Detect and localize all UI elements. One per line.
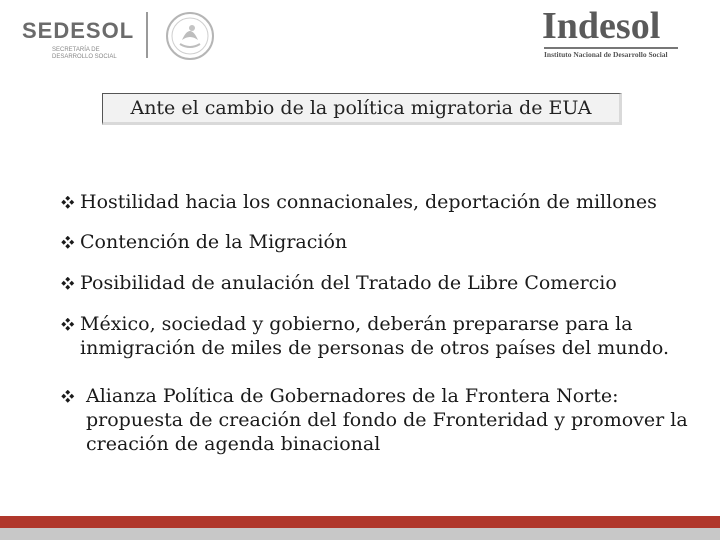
indesol-logo-subtitle: Instituto Nacional de Desarrollo Social: [544, 50, 668, 59]
bullet-item: [60, 312, 700, 360]
diamond-bullet-icon: [60, 318, 76, 332]
bullet-item: [60, 384, 700, 456]
sedesol-logo: [22, 14, 134, 62]
bullet-item: [60, 230, 347, 254]
mexico-coat-of-arms-icon: [162, 10, 218, 62]
bullet-text: México, sociedad y gobierno, deberán prepararse para la inmigración de miles de personas de otros países del mundo.: [80, 313, 670, 359]
slide-title: Ante el cambio de la política migratoria de EUA: [130, 97, 592, 119]
diamond-bullet-icon: [60, 196, 76, 210]
bullet-item: [60, 271, 617, 295]
bullet-item: [60, 190, 657, 214]
sedesol-logo-text: SEDESOL: [22, 18, 135, 43]
slide-title-box: [102, 93, 622, 125]
indesol-logo-text: Indesol: [542, 5, 661, 47]
footer-accent-bar: [0, 516, 720, 528]
diamond-bullet-icon: [60, 390, 76, 404]
bullet-text: Alianza Política de Gobernadores de la Frontera Norte: propuesta de creación del fondo de Fronteridad y promover la creación de agenda binacional: [86, 385, 688, 455]
logo-divider: [146, 12, 148, 58]
diamond-bullet-icon: [60, 277, 76, 291]
footer-secondary-bar: [0, 528, 720, 540]
bullet-text: Hostilidad hacia los connacionales, deportación de millones: [80, 191, 657, 213]
diamond-bullet-icon: [60, 236, 76, 250]
indesol-logo: [540, 6, 680, 60]
bullet-text: Contención de la Migración: [80, 231, 348, 253]
sedesol-logo-subtitle: SECRETARÍA DE DESARROLLO SOCIAL: [52, 47, 117, 60]
indesol-logo-rule: [544, 47, 678, 49]
bullet-text: Posibilidad de anulación del Tratado de Libre Comercio: [80, 272, 617, 294]
